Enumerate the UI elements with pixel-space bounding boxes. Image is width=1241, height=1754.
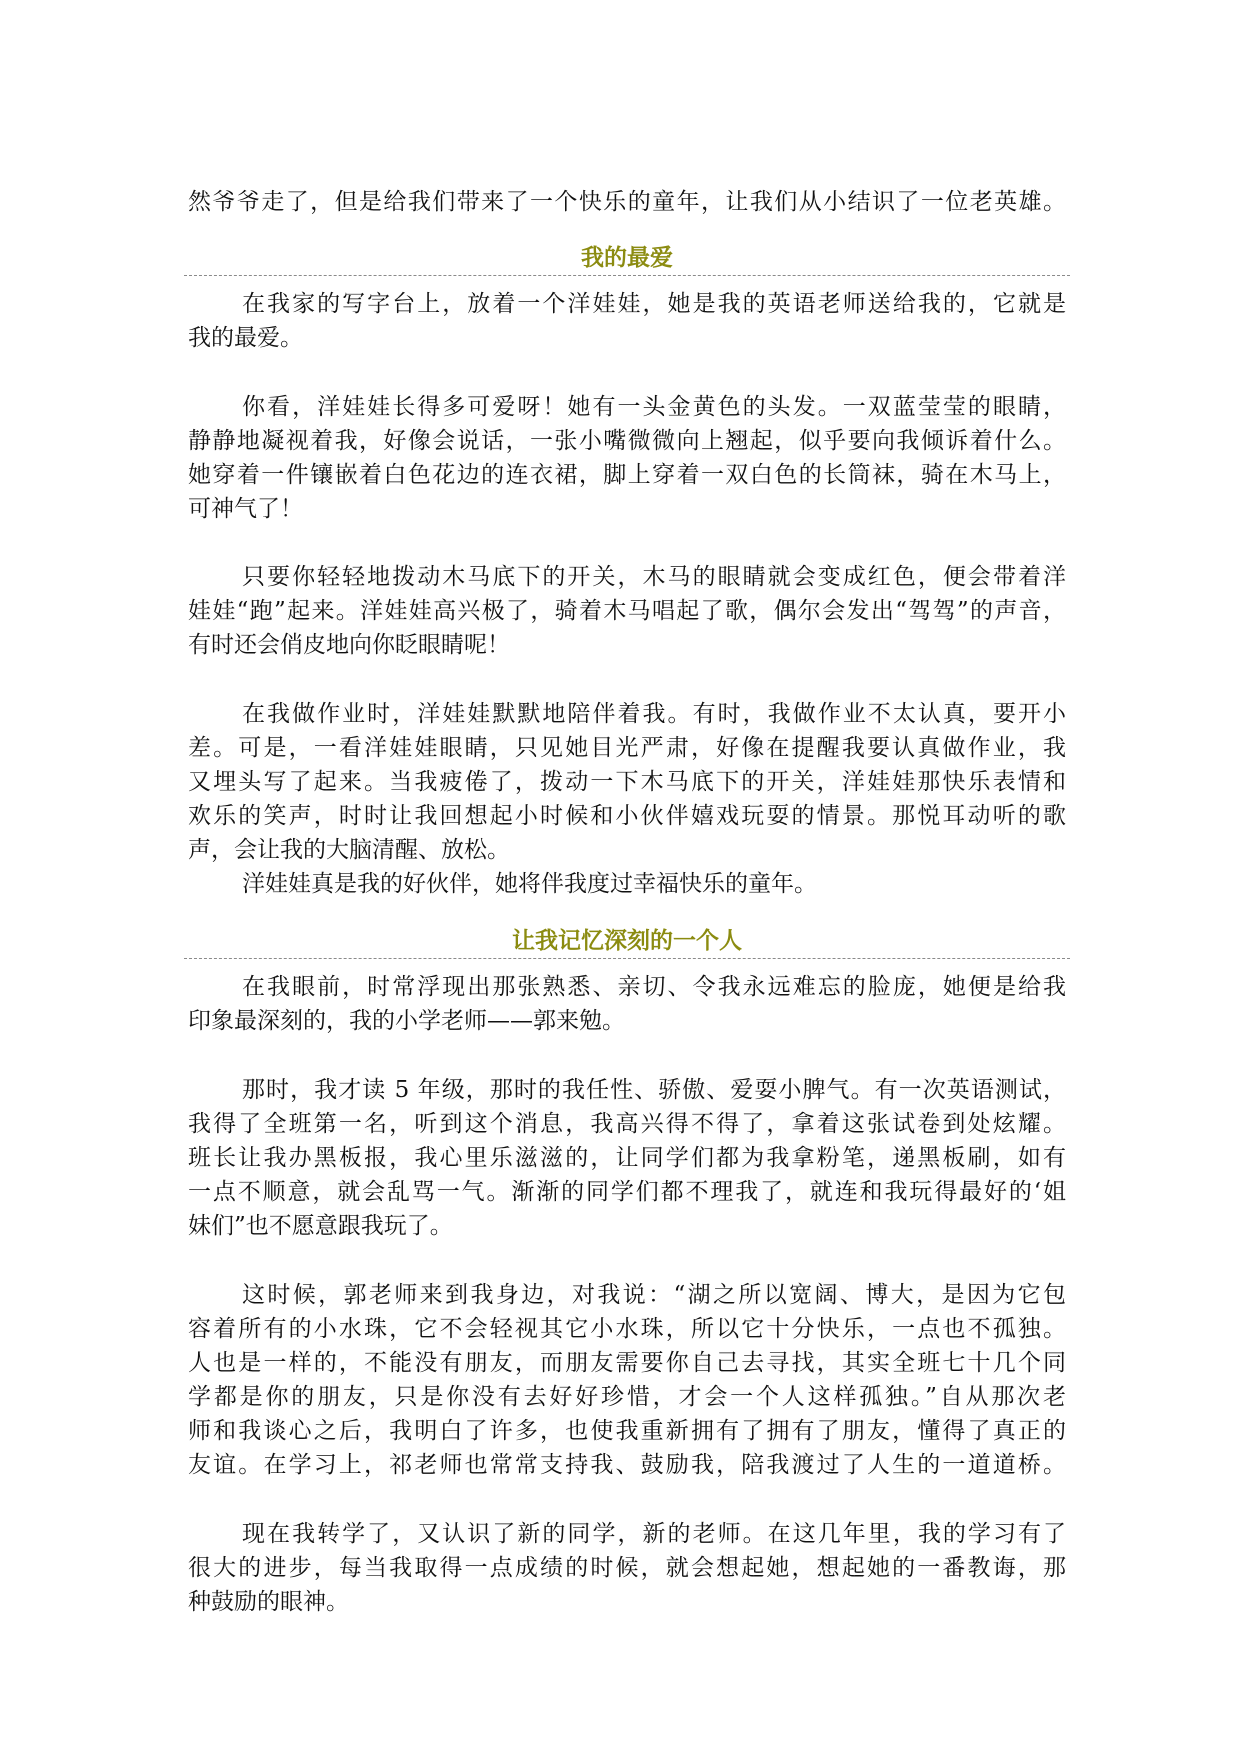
section-divider (184, 958, 1070, 959)
text-line: 有时还会俏皮地向你眨眼睛呢！ (188, 632, 510, 658)
text-line: 友谊。在学习上，祁老师也常常支持我、鼓励我，陪我渡过了人生的一道道桥。 (188, 1452, 1066, 1478)
section-title-memorable-person: 让我记忆深刻的一个人 (512, 928, 742, 954)
text-line: 娃娃“跑”起来。洋娃娃高兴极了，骑着木马唱起了歌，偶尔会发出“驾驾”的声音， (188, 598, 1066, 624)
section-title-my-favorite: 我的最爱 (581, 245, 673, 271)
text-line: 人也是一样的，不能没有朋友，而朋友需要你自己去寻找，其实全班七十几个同 (188, 1350, 1066, 1376)
text-line: 妹们”也不愿意跟我玩了。 (188, 1213, 453, 1239)
text-line: 你看，洋娃娃长得多可爱呀！她有一头金黄色的头发。一双蓝莹莹的眼睛， (242, 394, 1066, 420)
text-line: 班长让我办黑板报，我心里乐滋滋的，让同学们都为我拿粉笔，递黑板刷，如有 (188, 1145, 1066, 1171)
text-line: 师和我谈心之后，我明白了许多，也使我重新拥有了拥有了朋友，懂得了真正的 (188, 1418, 1066, 1444)
text-line: 洋娃娃真是我的好伙伴，她将伴我度过幸福快乐的童年。 (242, 871, 817, 897)
text-line: 她穿着一件镶嵌着白色花边的连衣裙，脚上穿着一双白色的长筒袜，骑在木马上， (188, 462, 1066, 488)
intro-line: 然爷爷走了，但是给我们带来了一个快乐的童年，让我们从小结识了一位老英雄。 (188, 189, 1066, 215)
text-line: 欢乐的笑声，时时让我回想起小时候和小伙伴嬉戏玩耍的情景。那悦耳动听的歌 (188, 803, 1066, 829)
text-line: 静静地凝视着我，好像会说话，一张小嘴微微向上翘起，似乎要向我倾诉着什么。 (188, 428, 1066, 454)
text-line: 学都是你的朋友，只是你没有去好好珍惜，才会一个人这样孤独。”自从那次老 (188, 1384, 1066, 1410)
text-line: 我得了全班第一名，听到这个消息，我高兴得不得了，拿着这张试卷到处炫耀。 (188, 1111, 1066, 1137)
text-line: 那时，我才读 5 年级，那时的我任性、骄傲、爱耍小脾气。有一次英语测试， (242, 1077, 1066, 1103)
text-line: 种鼓励的眼神。 (188, 1589, 349, 1615)
text-line: 在我眼前，时常浮现出那张熟悉、亲切、令我永远难忘的脸庞，她便是给我 (242, 974, 1066, 1000)
text-line: 又埋头写了起来。当我疲倦了，拨动一下木马底下的开关，洋娃娃那快乐表情和 (188, 769, 1066, 795)
text-line: 我的最爱。 (188, 325, 303, 351)
text-line: 在我做作业时，洋娃娃默默地陪伴着我。有时，我做作业不太认真，要开小 (242, 701, 1066, 727)
text-line: 现在我转学了，又认识了新的同学，新的老师。在这几年里，我的学习有了 (242, 1521, 1066, 1547)
text-line: 容着所有的小水珠，它不会轻视其它小水珠，所以它十分快乐，一点也不孤独。 (188, 1316, 1066, 1342)
text-line: 一点不顺意，就会乱骂一气。渐渐的同学们都不理我了，就连和我玩得最好的‘姐 (188, 1179, 1066, 1205)
text-line: 这时候，郭老师来到我身边，对我说：“湖之所以宽阔、博大，是因为它包 (242, 1282, 1066, 1308)
text-line: 差。可是，一看洋娃娃眼睛，只见她目光严肃，好像在提醒我要认真做作业，我 (188, 735, 1066, 761)
text-line: 印象最深刻的，我的小学老师——郭来勉。 (188, 1008, 625, 1034)
text-line: 很大的进步，每当我取得一点成绩的时候，就会想起她，想起她的一番教诲，那 (188, 1555, 1066, 1581)
text-line: 可神气了！ (188, 496, 303, 522)
text-line: 只要你轻轻地拨动木马底下的开关，木马的眼睛就会变成红色，便会带着洋 (242, 564, 1066, 590)
section-divider (184, 275, 1070, 276)
text-line: 声，会让我的大脑清醒、放松。 (188, 837, 510, 863)
text-line: 在我家的写字台上，放着一个洋娃娃，她是我的英语老师送给我的，它就是 (242, 291, 1066, 317)
